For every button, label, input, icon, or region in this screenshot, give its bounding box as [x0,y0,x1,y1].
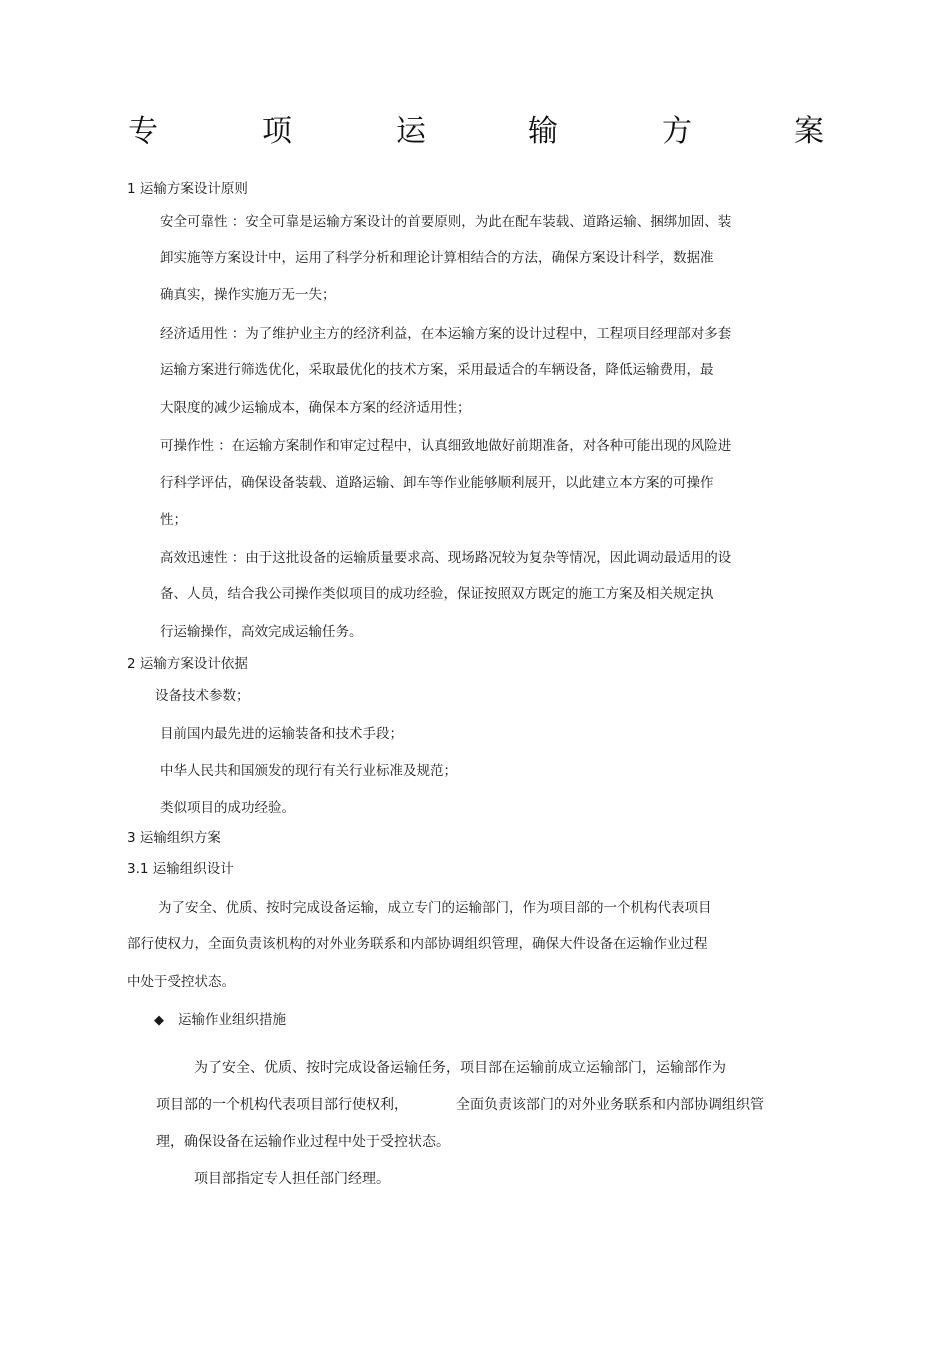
title-char: 方 [662,114,692,149]
paragraph-line: 备、人员，结合我公司操作类似项目的成功经验，保证按照双方既定的施工方案及相关规定执 [160,586,714,602]
paragraph-line: 项目部指定专人担任部门经理。 [194,1171,390,1187]
paragraph-line: 安全可靠性 ：安全可靠是运输方案设计的首要原则，为此在配车装载、道路运输、捆绑加固、装 [160,214,732,230]
bullet-heading-text: 运输作业组织措施 [178,1012,286,1028]
subsection-heading: 3.1 运输组织设计 [127,861,234,877]
paragraph-line: 中处于受控状态。 [127,974,235,990]
title-char: 项 [262,114,292,149]
diamond-bullet-icon: ◆ [154,1013,164,1028]
section-heading: 2 运输方案设计依据 [127,656,248,672]
list-item: 设备技术参数； [155,688,250,704]
paragraph-line: 行运输操作，高效完成运输任务。 [160,624,363,640]
paragraph-line: 确真实，操作实施万无一失； [160,287,336,303]
list-item: 目前国内最先进的运输装备和技术手段； [160,726,403,742]
bullet-heading [154,1011,286,1030]
paragraph-line: 运输方案进行筛选优化，采取最优化的技术方案，采用最适合的车辆设备，降低运输费用，最 [160,362,714,378]
title-char: 输 [528,114,558,149]
paragraph-line: 可操作性 ：在运输方案制作和审定过程中，认真细致地做好前期准备，对各种可能出现的风险进 [160,438,732,454]
section-heading: 1 运输方案设计原则 [127,181,248,197]
paragraph-line: 部行使权力，全面负责该机构的对外业务联系和内部协调组织管理，确保大件设备在运输作业过程 [127,936,708,952]
list-item: 类似项目的成功经验。 [160,800,295,816]
paragraph-line: 理，确保设备在运输作业过程中处于受控状态。 [156,1134,450,1150]
paragraph-line: 大限度的减少运输成本，确保本方案的经济适用性； [160,400,471,416]
paragraph-line: 卸实施等方案设计中，运用了科学分析和理论计算相结合的方法，确保方案设计科学，数据准 [160,250,714,266]
title-char: 案 [794,114,824,149]
title-char: 运 [396,114,426,149]
paragraph-line: 项目部的一个机构代表项目部行使权利， [156,1097,408,1113]
title-char: 专 [128,114,158,149]
paragraph-line: 性； [160,512,187,528]
paragraph-line: 行科学评估，确保设备装载、道路运输、卸车等作业能够顺利展开，以此建立本方案的可操作 [160,475,714,491]
paragraph-line: 为了安全、优质、按时完成设备运输，成立专门的运输部门，作为项目部的一个机构代表项目 [158,900,712,916]
paragraph-line: 全面负责该部门的对外业务联系和内部协调组织管 [456,1097,764,1113]
section-heading: 3 运输组织方案 [127,830,221,846]
paragraph-line: 经济适用性 ：为了维护业主方的经济利益，在本运输方案的设计过程中，工程项目经理部对多套 [160,326,732,342]
list-item: 中华人民共和国颁发的现行有关行业标准及规范； [160,763,457,779]
paragraph-line: 为了安全、优质、按时完成设备运输任务，项目部在运输前成立运输部门，运输部作为 [194,1060,726,1076]
paragraph-line: 高效迅速性 ：由于这批设备的运输质量要求高、现场路况较为复杂等情况，因此调动最适用的设 [160,550,732,566]
